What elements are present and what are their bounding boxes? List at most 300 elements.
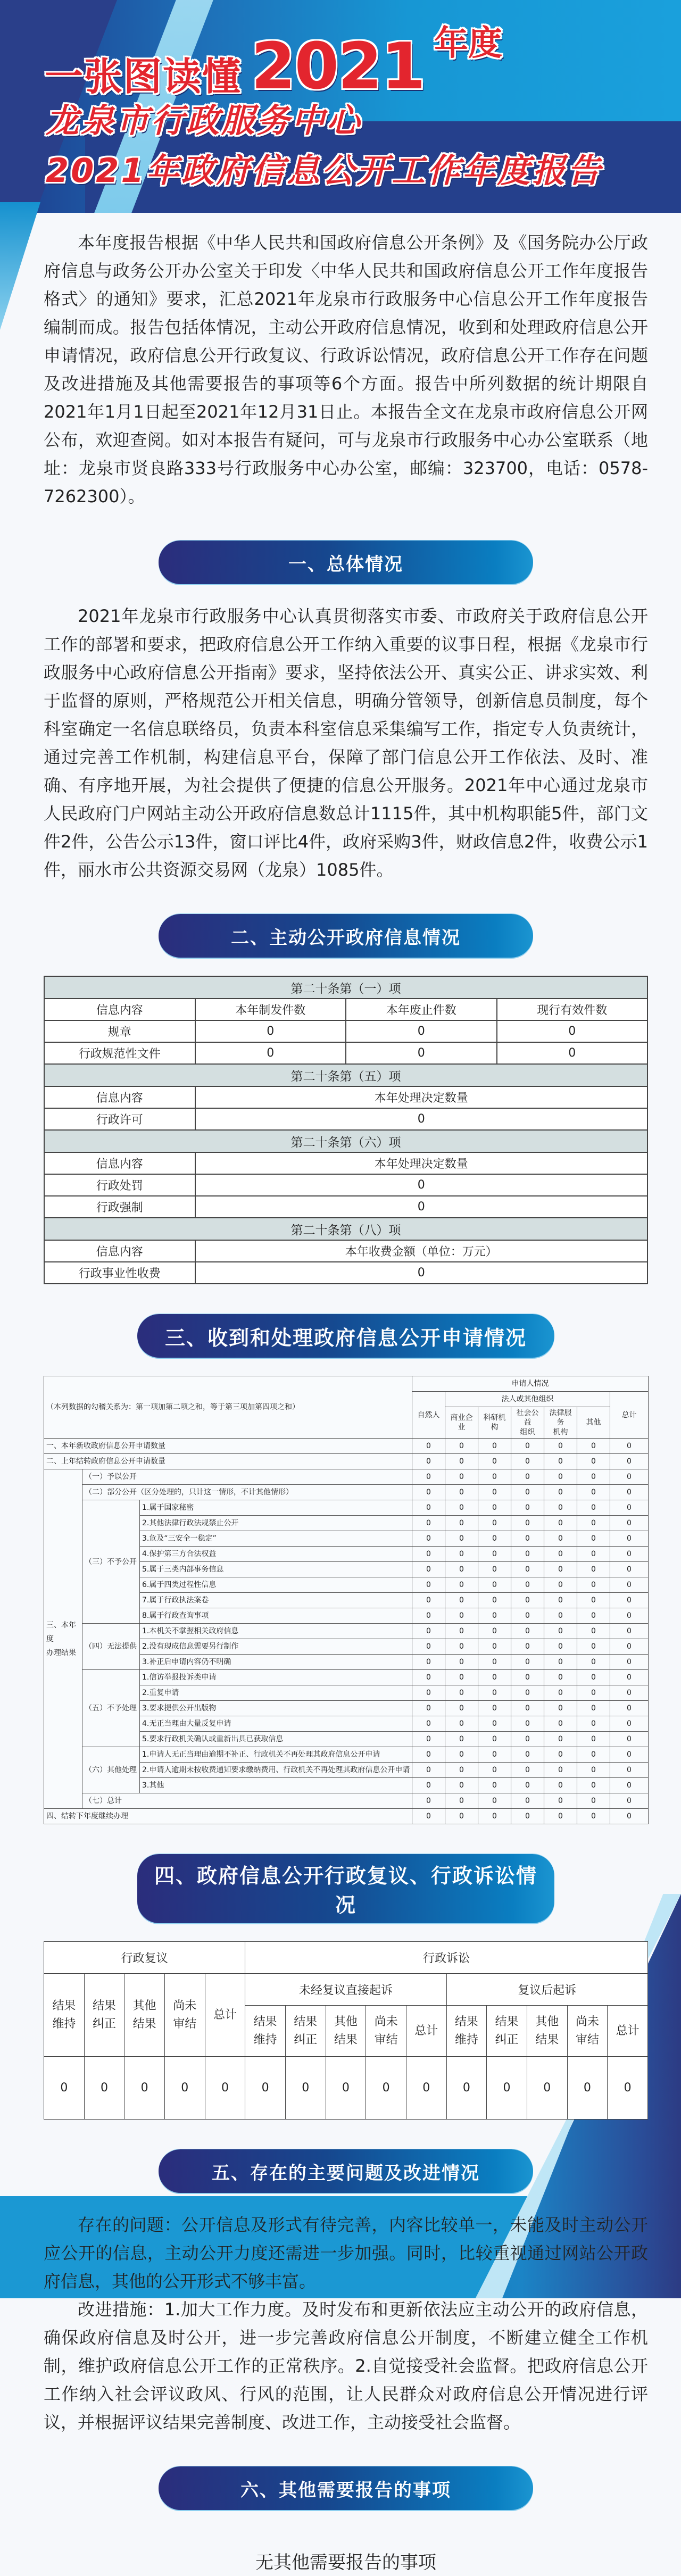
cell-value: 0 <box>487 2057 527 2120</box>
cell-value: 0 <box>577 1685 610 1701</box>
cell-value: 0 <box>445 1793 478 1809</box>
section-1-header: 一、总体情况 <box>159 541 533 584</box>
cell-value: 0 <box>478 1732 511 1747</box>
intro-paragraph: 本年度报告根据《中华人民共和国政府信息公开条例》及《国务院办公厅政府信息与政务公开办公室关于印发〈中华人民共和国政府信息公开工作年度报告格式〉的通知》要求，汇总2021年龙泉市行政服务中心信息公开工作年度报告编制而成。报告包括体情况，主动公开政府信息情况，收到和处理政府信息公开申请情况，政府信息公开行政复议、行政诉讼情况，政府信息公开工作存在问题及改进措施及其他需要报告的事项等6个方面。报告中所列数据的统计期限自2021年1月1日起至2021年12月31日止。本报告全文在龙泉市政府信息公开网公布，欢迎查阅。如对本报告有疑问，可与龙泉市行政服务中心办公室联系（地址：龙泉市贤良路333号行政服务中心办公室，邮编：323700，电话：0578-7262300）。 <box>44 232 648 506</box>
cell-value: 0 <box>577 1454 610 1469</box>
cell-value: 0 <box>608 2057 648 2120</box>
column-header-row <box>44 1152 647 1174</box>
headline <box>45 21 502 104</box>
cell-value: 0 <box>445 1747 478 1763</box>
cell-value: 0 <box>577 1716 610 1732</box>
cell-value: 0 <box>610 1701 649 1716</box>
cell-value: 0 <box>478 1685 511 1701</box>
table-row <box>44 1793 649 1809</box>
cell-value: 0 <box>577 1670 610 1685</box>
cell-value: 0 <box>478 1516 511 1531</box>
header-row <box>44 1974 648 2006</box>
cell-value: 0 <box>511 1778 544 1793</box>
cell-value: 0 <box>577 1547 610 1562</box>
group-label: （三）不予公开 <box>82 1500 140 1624</box>
cell-value: 0 <box>544 1685 577 1701</box>
cell-value: 0 <box>544 1547 577 1562</box>
cell-value: 0 <box>511 1469 544 1485</box>
row-label: （七）总计 <box>82 1793 412 1809</box>
row-label: 一、本年新收政府信息公开申请数量 <box>44 1439 412 1454</box>
cell-value: 0 <box>511 1732 544 1747</box>
header-row <box>44 1376 649 1392</box>
cell-value: 0 <box>478 1793 511 1809</box>
group-heading: 第二十条第（六）项 <box>44 1130 647 1152</box>
cell-value: 0 <box>610 1577 649 1593</box>
cell-value: 0 <box>610 1685 649 1701</box>
cell-value: 0 <box>412 1655 445 1670</box>
group-heading-row <box>44 1130 647 1152</box>
row-label: 行政规范性文件 <box>44 1042 195 1064</box>
cell-value: 0 <box>577 1469 610 1485</box>
cell-value: 0 <box>544 1747 577 1763</box>
cell-value: 0 <box>478 1670 511 1685</box>
col-header: 信息内容 <box>44 1240 195 1262</box>
cell-value: 0 <box>577 1516 610 1531</box>
applications-table <box>44 1376 649 1824</box>
cell-value: 0 <box>412 1670 445 1685</box>
cell-value: 0 <box>412 1531 445 1547</box>
cell-value: 0 <box>84 2057 124 2120</box>
cell-value: 0 <box>527 2057 567 2120</box>
cell-value: 0 <box>445 1439 478 1454</box>
cell-value: 0 <box>577 1608 610 1624</box>
cell-value: 0 <box>544 1439 577 1454</box>
cell-value: 0 <box>445 1485 478 1500</box>
section-5-measures: 改进措施：1.加大工作力度。及时发布和更新依法应主动公开的政府信息，确保政府信息及时公开，进一步完善政府信息公开制度，不断建立健全工作机制，维护政府信息公开工作的正常秩序。2.自觉接受社会监督。把政府信息公开工作纳入社会评议政风、行风的范围，让人民群众对政府信息公开情况进行评议，并根据评议结果完善制度、改进工作，主动接受社会监督。 <box>44 2299 648 2432</box>
cell-value: 0 <box>478 1763 511 1778</box>
col-label: 其他 结果 <box>527 2006 567 2057</box>
table-row <box>44 1174 647 1196</box>
cell-value: 0 <box>511 1655 544 1670</box>
cell-value: 0 <box>511 1716 544 1732</box>
headline-phrase: 一张图读懂 <box>45 54 242 99</box>
col-org-type: 社会公益 组织 <box>511 1407 544 1439</box>
cell-value: 0 <box>610 1516 649 1531</box>
cell-value: 0 <box>44 2057 85 2120</box>
applicant-header: 申请人情况 <box>412 1376 649 1392</box>
cell-value: 0 <box>412 1608 445 1624</box>
cell-value: 0 <box>412 1639 445 1655</box>
cell-value: 0 <box>445 1716 478 1732</box>
cell-value: 0 <box>610 1547 649 1562</box>
cell-value: 0 <box>511 1763 544 1778</box>
cell-value: 0 <box>544 1624 577 1639</box>
cell-value: 0 <box>544 1454 577 1469</box>
section-2-header: 二、主动公开政府信息情况 <box>159 914 533 958</box>
table-row <box>44 1262 647 1284</box>
cell-value: 0 <box>195 1174 648 1196</box>
cell-value: 0 <box>511 1685 544 1701</box>
cell-value: 0 <box>412 1732 445 1747</box>
row-label: 四、结转下年度继续办理 <box>44 1809 412 1824</box>
cell-value: 0 <box>164 2057 205 2120</box>
cell-value: 0 <box>511 1624 544 1639</box>
row-label: 4.保护第三方合法权益 <box>140 1547 412 1562</box>
cell-value: 0 <box>478 1639 511 1655</box>
cell-value: 0 <box>610 1793 649 1809</box>
cell-value: 0 <box>478 1439 511 1454</box>
cell-value: 0 <box>412 1747 445 1763</box>
proactive-disclosure-table <box>44 976 648 1284</box>
cell-value: 0 <box>445 1469 478 1485</box>
cell-value: 0 <box>445 1593 478 1608</box>
cell-value: 0 <box>445 1670 478 1685</box>
cell-value: 0 <box>610 1778 649 1793</box>
cell-value: 0 <box>544 1809 577 1824</box>
cell-value: 0 <box>577 1701 610 1716</box>
cell-value: 0 <box>511 1516 544 1531</box>
cell-value: 0 <box>610 1763 649 1778</box>
cell-value: 0 <box>544 1655 577 1670</box>
cell-value: 0 <box>445 1732 478 1747</box>
col-label: 总计 <box>205 1974 245 2057</box>
cell-value: 0 <box>478 1624 511 1639</box>
row-label: 2.申请人逾期未按收费通知要求缴纳费用、行政机关不再处理其政府信息公开申请 <box>140 1763 412 1778</box>
cell-value: 0 <box>412 1716 445 1732</box>
cell-value: 0 <box>445 1655 478 1670</box>
cell-value: 0 <box>544 1793 577 1809</box>
cell-value: 0 <box>412 1500 445 1516</box>
cell-value: 0 <box>577 1485 610 1500</box>
cell-value: 0 <box>412 1763 445 1778</box>
table-row <box>44 1454 649 1469</box>
cell-value: 0 <box>478 1531 511 1547</box>
cell-value: 0 <box>478 1454 511 1469</box>
cell-value: 0 <box>511 1547 544 1562</box>
cell-value: 0 <box>412 1793 445 1809</box>
table-row <box>44 1196 647 1218</box>
cell-value: 0 <box>412 1577 445 1593</box>
table-row <box>44 1500 649 1516</box>
result-label <box>44 1469 82 1809</box>
cell-value: 0 <box>511 1639 544 1655</box>
group-label: （五）不予处理 <box>82 1670 140 1747</box>
cell-value: 0 <box>285 2057 326 2120</box>
row-label: 2.没有现成信息需要另行制作 <box>140 1639 412 1655</box>
col-header: 信息内容 <box>44 1086 195 1108</box>
row-label: 1.本机关不掌握相关政府信息 <box>140 1624 412 1639</box>
cell-value: 0 <box>577 1809 610 1824</box>
row-label: 规章 <box>44 1020 195 1042</box>
cell-value: 0 <box>205 2057 245 2120</box>
cell-value: 0 <box>511 1454 544 1469</box>
cell-value: 0 <box>406 2057 446 2120</box>
cell-value: 0 <box>610 1593 649 1608</box>
table-row <box>44 1485 649 1500</box>
cell-value: 0 <box>511 1531 544 1547</box>
table-row <box>44 1809 649 1824</box>
cell-value: 0 <box>511 1793 544 1809</box>
cell-value: 0 <box>511 1809 544 1824</box>
cell-value: 0 <box>544 1577 577 1593</box>
row-label: 3.要求提供公开出版物 <box>140 1701 412 1716</box>
cell-value: 0 <box>610 1469 649 1485</box>
cell-value: 0 <box>544 1500 577 1516</box>
cell-value: 0 <box>544 1593 577 1608</box>
cell-value: 0 <box>511 1747 544 1763</box>
cell-value: 0 <box>412 1516 445 1531</box>
cell-value: 0 <box>412 1778 445 1793</box>
cell-value: 0 <box>478 1655 511 1670</box>
col-label: 结果 纠正 <box>487 2006 527 2057</box>
col-org-type: 商业企业 <box>445 1407 478 1439</box>
section-5-header: 五、存在的主要问题及改进情况 <box>159 2149 533 2193</box>
col-direct-suit: 未经复议直接起诉 <box>245 1974 446 2006</box>
cell-value: 0 <box>511 1562 544 1577</box>
row-label: 5.属于三类内部事务信息 <box>140 1562 412 1577</box>
cell-value: 0 <box>478 1500 511 1516</box>
cell-value: 0 <box>326 2057 366 2120</box>
cell-value: 0 <box>445 1531 478 1547</box>
row-label: 行政强制 <box>44 1196 195 1218</box>
cell-value: 0 <box>245 2057 286 2120</box>
cell-value: 0 <box>511 1608 544 1624</box>
col-label: 尚未 审结 <box>366 2006 406 2057</box>
row-label: 2.重复申请 <box>140 1685 412 1701</box>
column-header-row <box>44 999 647 1020</box>
cell-value: 0 <box>412 1562 445 1577</box>
col-total: 总计 <box>610 1392 649 1439</box>
cell-value: 0 <box>511 1500 544 1516</box>
cell-value: 0 <box>577 1747 610 1763</box>
cell-value: 0 <box>511 1670 544 1685</box>
table-row <box>44 1439 649 1454</box>
row-label: 行政处罚 <box>44 1174 195 1196</box>
col-label: 其他 结果 <box>326 2006 366 2057</box>
cell-value: 0 <box>445 1516 478 1531</box>
table-row <box>44 1469 649 1485</box>
group-heading: 第二十条第（一）项 <box>44 976 647 999</box>
row-label: 2.其他法律行政法规禁止公开 <box>140 1516 412 1531</box>
cell-value: 0 <box>577 1732 610 1747</box>
cell-value: 0 <box>195 1020 346 1042</box>
header-row <box>44 1942 648 1974</box>
result-label-line: 办理结果 <box>46 1648 76 1657</box>
cell-value: 0 <box>412 1593 445 1608</box>
cell-value: 0 <box>195 1108 648 1130</box>
group-heading: 第二十条第（八）项 <box>44 1218 647 1240</box>
row-label: 4.无正当理由大量反复申请 <box>140 1716 412 1732</box>
cell-value: 0 <box>478 1577 511 1593</box>
cell-value: 0 <box>412 1547 445 1562</box>
cell-value: 0 <box>544 1763 577 1778</box>
headline-suffix: 年度 <box>434 24 502 63</box>
cell-value: 0 <box>577 1439 610 1454</box>
values-row <box>44 2057 648 2120</box>
cell-value: 0 <box>478 1747 511 1763</box>
group-label: （六）其他处理 <box>82 1747 140 1793</box>
section-6-body: 无其他需要报告的事项 <box>255 2552 436 2573</box>
cell-value: 0 <box>511 1439 544 1454</box>
column-header-row <box>44 1240 647 1262</box>
section-5-problems: 存在的问题：公开信息及形式有待完善，内容比较单一，未能及时主动公开应公开的信息，主动公开力度还需进一步加强。同时，比较重视通过网站公开政府信息，其他的公开形式不够丰富。 <box>44 2215 648 2291</box>
section-3-header: 三、收到和处理政府信息公开申请情况 <box>137 1314 554 1358</box>
cell-value: 0 <box>544 1778 577 1793</box>
col-label: 结果 维持 <box>446 2006 487 2057</box>
col-header: 本年废止件数 <box>346 999 497 1020</box>
cell-value: 0 <box>610 1655 649 1670</box>
reconciliation-note: （本列数据的勾稽关系为：第一项加第二项之和，等于第三项加第四项之和） <box>44 1376 412 1439</box>
cell-value: 0 <box>610 1747 649 1763</box>
group-heading-row <box>44 1064 647 1086</box>
cell-value: 0 <box>412 1624 445 1639</box>
cell-value: 0 <box>544 1562 577 1577</box>
col-header: 本年处理决定数量 <box>195 1086 648 1108</box>
col-label: 尚未 审结 <box>567 2006 608 2057</box>
col-label: 总计 <box>608 2006 648 2057</box>
row-label: 5.要求行政机关确认或重新出具已获取信息 <box>140 1732 412 1747</box>
cell-value: 0 <box>610 1439 649 1454</box>
col-label: 尚未 审结 <box>164 1974 205 2057</box>
cell-value: 0 <box>412 1454 445 1469</box>
cell-value: 0 <box>544 1608 577 1624</box>
cell-value: 0 <box>445 1608 478 1624</box>
col-header: 信息内容 <box>44 999 195 1020</box>
cell-value: 0 <box>478 1716 511 1732</box>
cell-value: 0 <box>577 1624 610 1639</box>
col-after-review-suit: 复议后起诉 <box>446 1974 647 2006</box>
cell-value: 0 <box>124 2057 165 2120</box>
table-row <box>44 1624 649 1639</box>
cell-value: 0 <box>445 1778 478 1793</box>
cell-value: 0 <box>544 1670 577 1685</box>
cell-value: 0 <box>610 1500 649 1516</box>
cell-value: 0 <box>544 1516 577 1531</box>
row-label: 二、上年结转政府信息公开申请数量 <box>44 1454 412 1469</box>
cell-value: 0 <box>610 1639 649 1655</box>
cell-value: 0 <box>610 1454 649 1469</box>
cell-value: 0 <box>577 1577 610 1593</box>
result-label-line: 三、本年度 <box>46 1621 76 1643</box>
cell-value: 0 <box>412 1469 445 1485</box>
cell-value: 0 <box>445 1562 478 1577</box>
col-header: 信息内容 <box>44 1152 195 1174</box>
cell-value: 0 <box>577 1793 610 1809</box>
row-label: 8.属于行政查询事项 <box>140 1608 412 1624</box>
cell-value: 0 <box>478 1593 511 1608</box>
col-admin-review: 行政复议 <box>44 1942 245 1974</box>
cell-value: 0 <box>412 1809 445 1824</box>
cell-value: 0 <box>577 1639 610 1655</box>
col-header: 现行有效件数 <box>497 999 648 1020</box>
col-header: 本年制发件数 <box>195 999 346 1020</box>
cell-value: 0 <box>610 1716 649 1732</box>
cell-value: 0 <box>511 1577 544 1593</box>
cell-value: 0 <box>445 1547 478 1562</box>
cell-value: 0 <box>445 1624 478 1639</box>
cell-value: 0 <box>445 1454 478 1469</box>
row-label: 3.危及“三安全一稳定” <box>140 1531 412 1547</box>
col-label: 结果 维持 <box>44 1974 85 2057</box>
table-row <box>44 1020 647 1042</box>
review-litigation-table <box>44 1941 648 2120</box>
cell-value: 0 <box>478 1608 511 1624</box>
cell-value: 0 <box>577 1531 610 1547</box>
cell-value: 0 <box>577 1763 610 1778</box>
cell-value: 0 <box>544 1716 577 1732</box>
cell-value: 0 <box>478 1701 511 1716</box>
col-natural-person: 自然人 <box>412 1392 445 1439</box>
cell-value: 0 <box>544 1531 577 1547</box>
row-label: 3.补正后申请内容仍不明确 <box>140 1655 412 1670</box>
col-org-type: 法律服务 机构 <box>544 1407 577 1439</box>
cell-value: 0 <box>445 1639 478 1655</box>
cell-value: 0 <box>511 1593 544 1608</box>
cell-value: 0 <box>544 1485 577 1500</box>
cell-value: 0 <box>195 1042 346 1064</box>
cell-value: 0 <box>445 1500 478 1516</box>
row-label: （一）予以公开 <box>82 1469 412 1485</box>
col-legal-org: 法人或其他组织 <box>445 1392 610 1407</box>
cell-value: 0 <box>445 1763 478 1778</box>
cell-value: 0 <box>412 1701 445 1716</box>
cell-value: 0 <box>412 1439 445 1454</box>
row-label: 3.其他 <box>140 1778 412 1793</box>
report-content <box>44 229 648 2576</box>
cell-value: 0 <box>610 1531 649 1547</box>
cell-value: 0 <box>478 1778 511 1793</box>
cell-value: 0 <box>478 1547 511 1562</box>
table-row <box>44 1042 647 1064</box>
cell-value: 0 <box>544 1732 577 1747</box>
cell-value: 0 <box>544 1701 577 1716</box>
cell-value: 0 <box>445 1809 478 1824</box>
headline-year: 2021 <box>251 30 425 104</box>
cell-value: 0 <box>610 1732 649 1747</box>
table-row <box>44 1108 647 1130</box>
col-admin-litigation: 行政诉讼 <box>245 1942 648 1974</box>
cell-value: 0 <box>446 2057 487 2120</box>
cell-value: 0 <box>195 1196 648 1218</box>
col-label: 其他 结果 <box>124 1974 165 2057</box>
row-label: 1.信访举报投诉类申请 <box>140 1670 412 1685</box>
column-header-row <box>44 1086 647 1108</box>
table-row <box>44 1747 649 1763</box>
col-header: 本年处理决定数量 <box>195 1152 648 1174</box>
cell-value: 0 <box>567 2057 608 2120</box>
cell-value: 0 <box>511 1701 544 1716</box>
cell-value: 0 <box>366 2057 406 2120</box>
group-heading-row <box>44 1218 647 1240</box>
cell-value: 0 <box>577 1593 610 1608</box>
cell-value: 0 <box>610 1809 649 1824</box>
cell-value: 0 <box>610 1562 649 1577</box>
row-label: 7.属于行政执法案卷 <box>140 1593 412 1608</box>
cell-value: 0 <box>577 1562 610 1577</box>
cell-value: 0 <box>445 1685 478 1701</box>
group-heading: 第二十条第（五）项 <box>44 1064 647 1086</box>
cell-value: 0 <box>412 1685 445 1701</box>
cell-value: 0 <box>412 1485 445 1500</box>
section-4-header: 四、政府信息公开行政复议、行政诉讼情况 <box>137 1854 554 1923</box>
cell-value: 0 <box>610 1485 649 1500</box>
cell-value: 0 <box>544 1639 577 1655</box>
row-label: 1.申请人无正当理由逾期不补正、行政机关不再处理其政府信息公开申请 <box>140 1747 412 1763</box>
org-name: 龙泉市行政服务中心 <box>46 101 362 140</box>
col-label: 总计 <box>406 2006 446 2057</box>
cell-value: 0 <box>610 1608 649 1624</box>
cell-value: 0 <box>445 1577 478 1593</box>
col-header: 本年收费金额（单位：万元） <box>195 1240 648 1262</box>
col-label: 结果 维持 <box>245 2006 286 2057</box>
col-label: 结果 纠正 <box>285 2006 326 2057</box>
section-6-header: 六、其他需要报告的事项 <box>159 2466 533 2510</box>
